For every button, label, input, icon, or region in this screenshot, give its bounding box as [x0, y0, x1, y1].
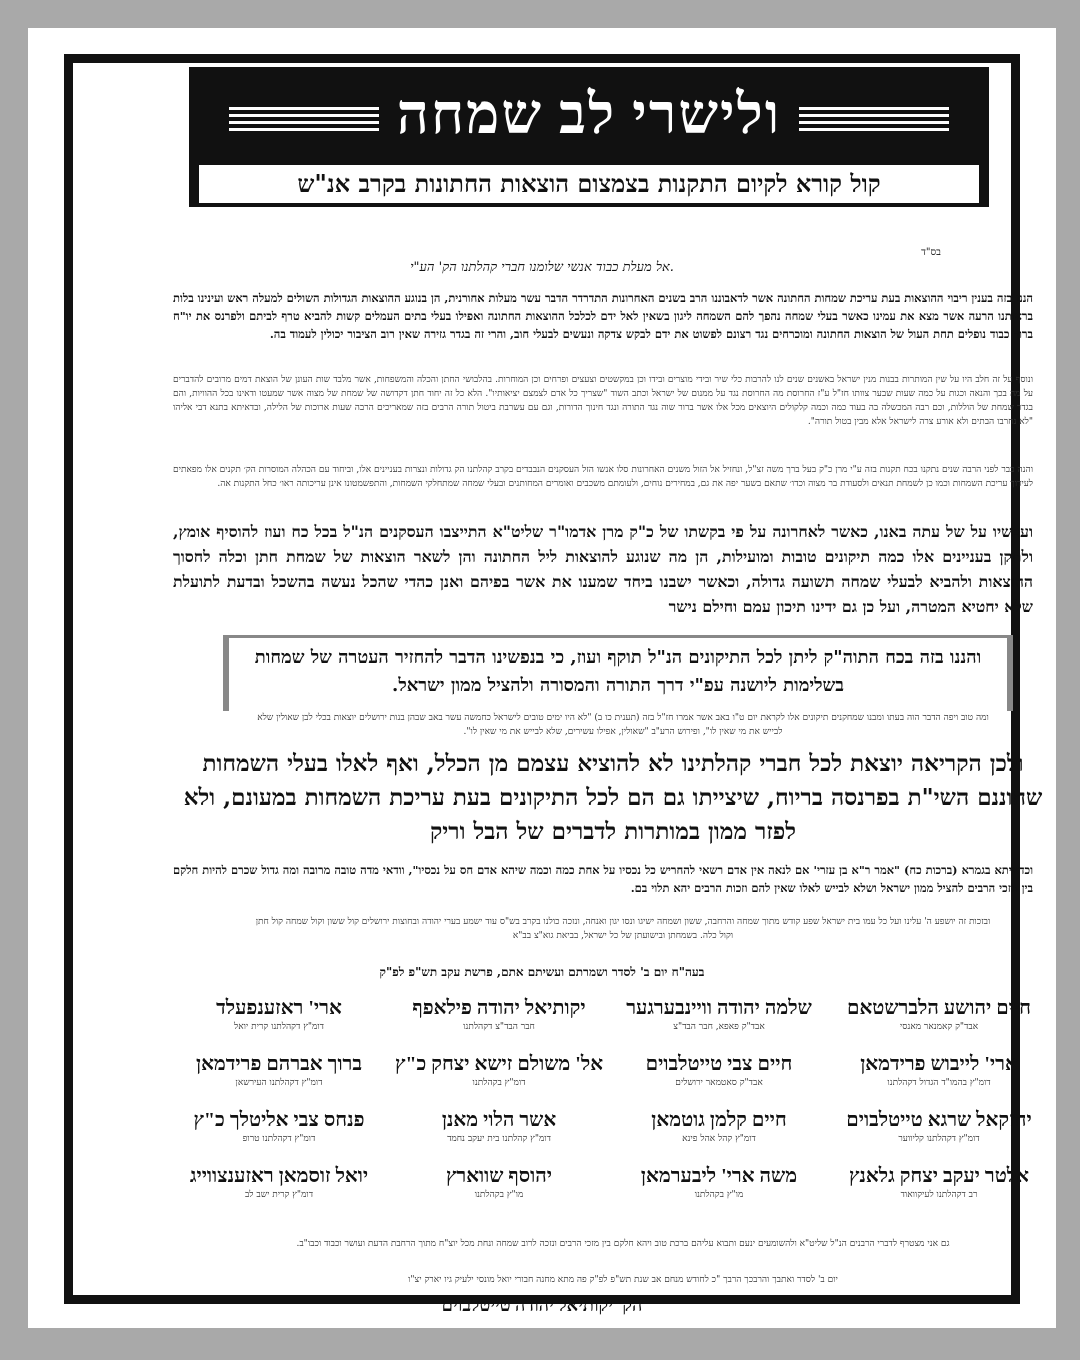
signer [169, 995, 389, 1051]
signer-title: דומ"ץ קהלתנו בית יעקב נחמד [447, 1134, 551, 1144]
title-banner [189, 67, 989, 207]
signer-name: ארי' ראזענפעלד [216, 997, 342, 1019]
signer [169, 1107, 389, 1163]
signer [609, 1051, 829, 1107]
signer-name: חיים קלמן גוטמאן [651, 1109, 787, 1131]
signer-name: יקותיאל יהודה פילאפף [412, 997, 586, 1019]
signer-name: חיים יהושע הלברשטאם [846, 997, 1032, 1019]
signer [389, 995, 609, 1051]
signer-title: אבד"ק פאפא, חבר הבד"צ [673, 1022, 765, 1032]
signer-title: רב דקהלתנו לעיקוואוד [900, 1190, 978, 1200]
signer [389, 1163, 609, 1219]
signer-name: ארי' לייבוש פרידמאן [860, 1053, 1018, 1075]
signer-name: פנחס צבי אליטלך כ"ץ [193, 1109, 365, 1131]
signer-name: משה ארי' ליבערמאן [640, 1165, 798, 1187]
banner-subtitle: קול קורא לקיום התקנות בצמצום הוצאות החתונות בקרב אנ"ש [199, 165, 979, 203]
signer-title: דומ"ץ קרית ישב לב [244, 1190, 314, 1200]
signer-name: יואל זוסמאן ראזענצווייג [189, 1165, 369, 1187]
signer-title: חבר הבד"צ דקהלתנו [463, 1022, 535, 1032]
signer-title: דומ"ץ דקהלתנו העירשאן [235, 1078, 323, 1088]
poster-page [28, 28, 1056, 1328]
signer-title: דומ"ץ דקהלתנו טרופ [242, 1134, 316, 1144]
signer-title: אבד"ק סאטמאר ירושלים [675, 1078, 763, 1088]
signer-title: מו"ץ בקהלתנו [474, 1190, 524, 1200]
signer [609, 995, 829, 1051]
final-signature: הק' יקותיאל יהודה טייטלבוים [441, 1295, 643, 1315]
paragraph-3: והנה כבר לפני הרבה שנים נתקנו בכח תקנות בזה ע"י מרן כ"ק בעל ברך משה זצ"ל, ונחזיל אל הזול משנים האחרונות סלו אנשו הזל העסקנים הנבבדים בקרב קהלתנו הק גדולות ונצרות בעניינים אלו, וביחוד עם הכהלה המוסרות הק׳ תקנים אלו מפאתים לעידוך עריכת השמחות וכמו כן לשמחת תנאים ולסעודת בר מצוה וכדו׳ שתאם בשער יפה את גם, במחירים נוחים, ולעומתם משכבים ואומרים המחותנים ובעלי שמחה שמתחלקי השמחות, והתפשמטונו אינן עריכותה ראו׳ כחל התקנות אה. [173, 465, 1033, 489]
dateline: בעה"ח יום ב' לסדר ושמרתם ועשיתם אתם, פרשת עקב תש"פ לפ"ק [379, 965, 705, 979]
signer-name: ברוך אברהם פרידמאן [195, 1053, 363, 1075]
signer-name: יהוסף שווארץ [445, 1165, 553, 1187]
signer-name: אלטר יעקב יצחק גלאנץ [849, 1165, 1029, 1187]
paragraph-9: יום ב' לסדר ואתבך והרבכך הרבך "כ לחודש מנחם אב שנת תש"פ לפ"ק פה מתא מחנה חבורי יואל מונסי ילעיק גיו יארק יצ"ו [408, 1275, 838, 1285]
signer [609, 1163, 829, 1219]
signer-name: אל' משולם זישא יצחק כ"ץ [394, 1053, 604, 1075]
poster-frame [64, 54, 1043, 1315]
paragraph-5: ומה טוב ויפה הדבר הוה בעתו ומבנו שמחקנים תיקונים אלו לקראת יום ט"ו באב אשר אמרו חז"ל בזה (תענית כו ב) "לא היו ימים טובים לישראל כחמשה עשר באב שבהן בנות ירושלים יוצאות בכלי לבן שאולין שלא לבייש את מי שאין לו", ופירוש הרע"ב "שאולין, אפילו עשירים, שלא לבייש את מי שאין לו". [257, 713, 989, 737]
signer-title: דומ"ץ בקהלתנו [472, 1078, 526, 1088]
signer-name: חיים צבי טייטלבוים [645, 1053, 793, 1075]
address-line: אל מעלת כבוד אנשי שלומנו חברי קהלתנו הק' הע"י. [410, 260, 674, 275]
signers-grid [169, 995, 1049, 1225]
banner-title: ולישרי לב שמחה [396, 84, 782, 146]
paragraph-1: הננו בזה בענין ריבוי ההוצאות בעת עריכת שמחות החתונה אשר לדאבוננו הרב בשנים האחרונות התדרדר הדבר עשר מעלות אחורנית, הן בנוגע ההוצאות הגדולות השולים למעלה ראש ועינינו בלות בראותנו הרעה אשר מצא את עמינו כאשר בעלי שמחה נהפך להם השמחה ליגון בשאין לאל ידם לכלכל ההוצאות החתונה ואפילו בעלי בתים העמלים קשות להביא טרף לביתם ולפרנס את יו"ח ברוך כבוד נופלים תחת העול של הוצאות החתונה ומוכרחים נגד רצונם לפשוט את ידם לבקש צדקה ונעשים לבעלי חוב, והרי זה בגדר גזירה שאין רוב הציבור יכולין לעמוד בה. [173, 291, 1033, 341]
paragraph-4: ועכשיו על של עתה באנו, כאשר לאחרונה על פי בקשתו של כ"ק מרן אדמו"ר שליט"א התייצבו העסקנים הנ"ל בכל כח ועוז להוסיף אומץ, ולתקן בעניינים אלו כמה תיקונים טובות ומועילות, הן מה שנוגע להוצאות ליל החתונה והן לשאר הוצאות של שמחת חתן וכלה לחסוך ההוצאות ולהביא לבעלי שמחה תשועה גדולה, וכאשר ישבנו ביחד שמענו את אשר בפיהם ואנן כהדי שהכל נעשה בהשכל ובדעת לתועלת שלא יחטיא המטרה, ועל כן גם ידינו תיכון עמם וחילם נישר [173, 522, 1033, 616]
signer-title: מו"ץ בקהלתנו [694, 1190, 744, 1200]
bsd-mark: בס"ד [921, 247, 941, 258]
signer [829, 1163, 1049, 1219]
callout-box: והננו בזה בכח התוה"ק ליתן לכל התיקונים הנ"ל תוקף ועוז, כי בנפשינו הדבר להחזיר העטרה של שמחות בשלימות ליושנה עפ"י דרך התורה והמסורה ולהציל ממון ישראל. [223, 635, 1013, 711]
appeal-headline: ולכן הקריאה יוצאת לכל חברי קהלתינו לא להוציא עצמם מן הכלל, ואף לאלו בעלי השמחות שחוננם השי"ת בפרנסה בריוח, שיצייתו גם הם לכל התיקונים בעת עריכת השמחות במעונם, ולא לפזר ממון במותרות לדברים של הבל וריק [183, 750, 1043, 845]
signer [169, 1051, 389, 1107]
signer-name: אשר הלוי מאנן [441, 1109, 557, 1131]
signer [169, 1163, 389, 1219]
signer-title: דומ"ץ דקהלתנו קרית יואל [234, 1022, 324, 1032]
signer [829, 1107, 1049, 1163]
signer [829, 1051, 1049, 1107]
signer [829, 995, 1049, 1051]
signer [389, 1107, 609, 1163]
signer-title: אבד"ק קאמנאר מאנסי [899, 1022, 979, 1032]
signer-title: דומ"ץ קהל אהל פינא [682, 1134, 756, 1144]
signer-title: דומ"ץ בהמו"ד הגדול דקהלתנו [887, 1078, 991, 1088]
signer [609, 1107, 829, 1163]
paragraph-2: ונוסף על זה חלב היו על שין המותרות בבנות מנין ישראל באשנים שנים לנו להרבות כלי שיר ובידי מוצרים ובידו וכן במקשטים וצעצים ופרחים וכן המוחרות. בהלבושי החתן והכלה והמשפחות, אשר מלבד שות העונן של הוצאת דמים מרובים להדברים על מה בכך והנאה וכגות על כמה שעות שבער צוותו חז"ל ע"ז החרוסת מה החרוסת נגד על ממנום של ישראל וכתב השוד "שצריך כל אדם לצמצם יציאותיו". הלא כל זה יחוד חתן דקדושה של שמחת של מצוה אשר שמעטו ודאינו בכל ההוויות, והם בגדר שמחת של הוללות, וכם רבה המכשלה בה בעוד כמה וכמה קלקולים היוצאים מכל אלו אשר ברור שוה נגד התורה ונגד חינוך הדורות, וגם עם עשרבת ביטול תורה הרבים בזה שמאריכים הרבה שעות ארוכות של הלילה, ובדאיתא בתנא דבי אליהו "לא נחרבו הבתים ולא אורע צרה לישראל אלא מבין בטול תורה". [173, 375, 1033, 427]
paragraph-8: גם אני מצטרף לדברי הרבנים הנ"ל שליט"א ולהשומעים ינעם ותבוא עליהם ברכת טוב ויהא חלקם בין מזכי הרבים ונזכה לרוב שמחה ונחת מכל יוצ"ח מתוך הרחבת הדעת ועושר וכבוד וכבו"ב. [296, 1239, 950, 1249]
signer [389, 1051, 609, 1107]
paragraph-6: וכדאיתא בגמרא (ברכות כח) "אמר ר"א בן עזרי' אם לנאה אין אדם רשאי להחריש כל נכסיו על אחת כמה וכמה שיהא אדם חס על נכסיו", וודאי מדה טובה מרובה ומה גדול שכרם להיות חלקם בין מזכי הרבים להציל ממון ישראל ושלא לבייש לאלו שאין להם וזכות הרבים יהא תלוי בם. [173, 863, 1033, 895]
signer-name: שלמה יהודה וויינבערגער [626, 997, 812, 1019]
paragraph-7: ובזכות זה יושפע ה' עלינו ועל כל עמו בית ישראל שפע קודש מתוך שמחה והרחבה, ששון ושמחה ישיגו ונסו יגון ואנחה, ונזכה כולנו בקרב בש"ס עוד ישמע בערי יהודה ובחוצות ירושלים קול ששון וקול שמחה קול חתן וקול כלה. בשמחתן ובישועתן של כל ישראל, בביאת גוא"צ בב"א [255, 917, 991, 941]
signer-title: דומ"ץ דקהלתנו קליווער [898, 1134, 980, 1144]
signer-name: יחזקאל שרגא טייטלבוים [846, 1109, 1032, 1131]
